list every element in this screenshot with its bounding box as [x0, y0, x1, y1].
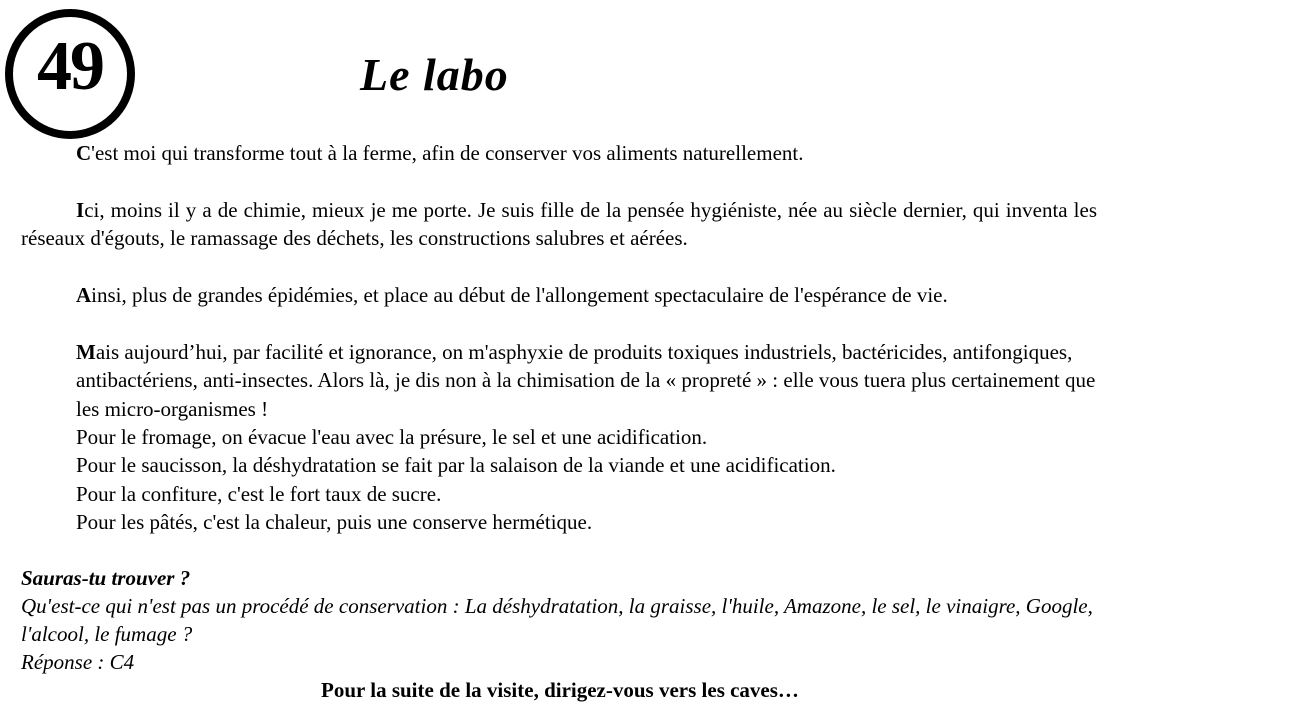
paragraph-4-initial: M	[76, 339, 96, 364]
footer-direction: Pour la suite de la visite, dirigez-vous vers les caves…	[321, 678, 799, 702]
page-number: 49	[37, 28, 103, 105]
paragraph-1-text: 'est moi qui transforme tout à la ferme, afin de conserver vos aliments naturellement.	[91, 141, 804, 165]
page-number-badge	[5, 9, 135, 139]
body-text	[21, 139, 1097, 565]
paragraph-2-initial: I	[76, 197, 85, 222]
paragraph-1-initial: C	[76, 141, 92, 165]
quiz-heading: Sauras-tu trouver ?	[21, 566, 191, 590]
conservation-line-confiture: Pour la confiture, c'est le fort taux de sucre.	[76, 481, 442, 506]
paragraph-4-text: ais aujourd’hui, par facilité et ignorance, on m'asphyxie de produits toxiques industriels, bactéricides, antifongiques, antibactériens, anti-insectes. Alors là, je dis non à la chimisation de la « propreté » : elle vous tuera plus certainement que les micro-organismes !	[76, 339, 1096, 421]
page-title: Le labo	[360, 49, 509, 100]
paragraph-3-text: insi, plus de grandes épidémies, et place au début de l'allongement spectaculaire de l'espérance de vie.	[91, 283, 948, 307]
conservation-line-saucisson: Pour le saucisson, la déshydratation se fait par la salaison de la viande et une acidification.	[76, 453, 836, 478]
paragraph-3-initial: A	[76, 283, 92, 307]
paragraph-2-text: ci, moins il y a de chimie, mieux je me porte. Je suis fille de la pensée hygiéniste, née au siècle dernier, qui inventa les réseaux d'égouts, le ramassage des déchets, les constructions salubres et aérées.	[21, 197, 1097, 251]
conservation-line-fromage: Pour le fromage, on évacue l'eau avec la présure, le sel et une acidification.	[76, 425, 708, 450]
quiz-question: Qu'est-ce qui n'est pas un procédé de conservation : La déshydratation, la graisse, l'huile, Amazone, le sel, le vinaigre, Google, l'alcool, le fumage ?	[21, 594, 1093, 646]
paragraph-2	[21, 196, 1097, 253]
paragraph-3	[21, 281, 1097, 309]
paragraph-4	[21, 338, 1097, 537]
quiz-block	[21, 564, 1101, 676]
paragraph-1	[21, 139, 1097, 167]
conservation-line-pates: Pour les pâtés, c'est la chaleur, puis une conserve hermétique.	[76, 510, 593, 535]
quiz-answer: Réponse : C4	[21, 650, 135, 674]
